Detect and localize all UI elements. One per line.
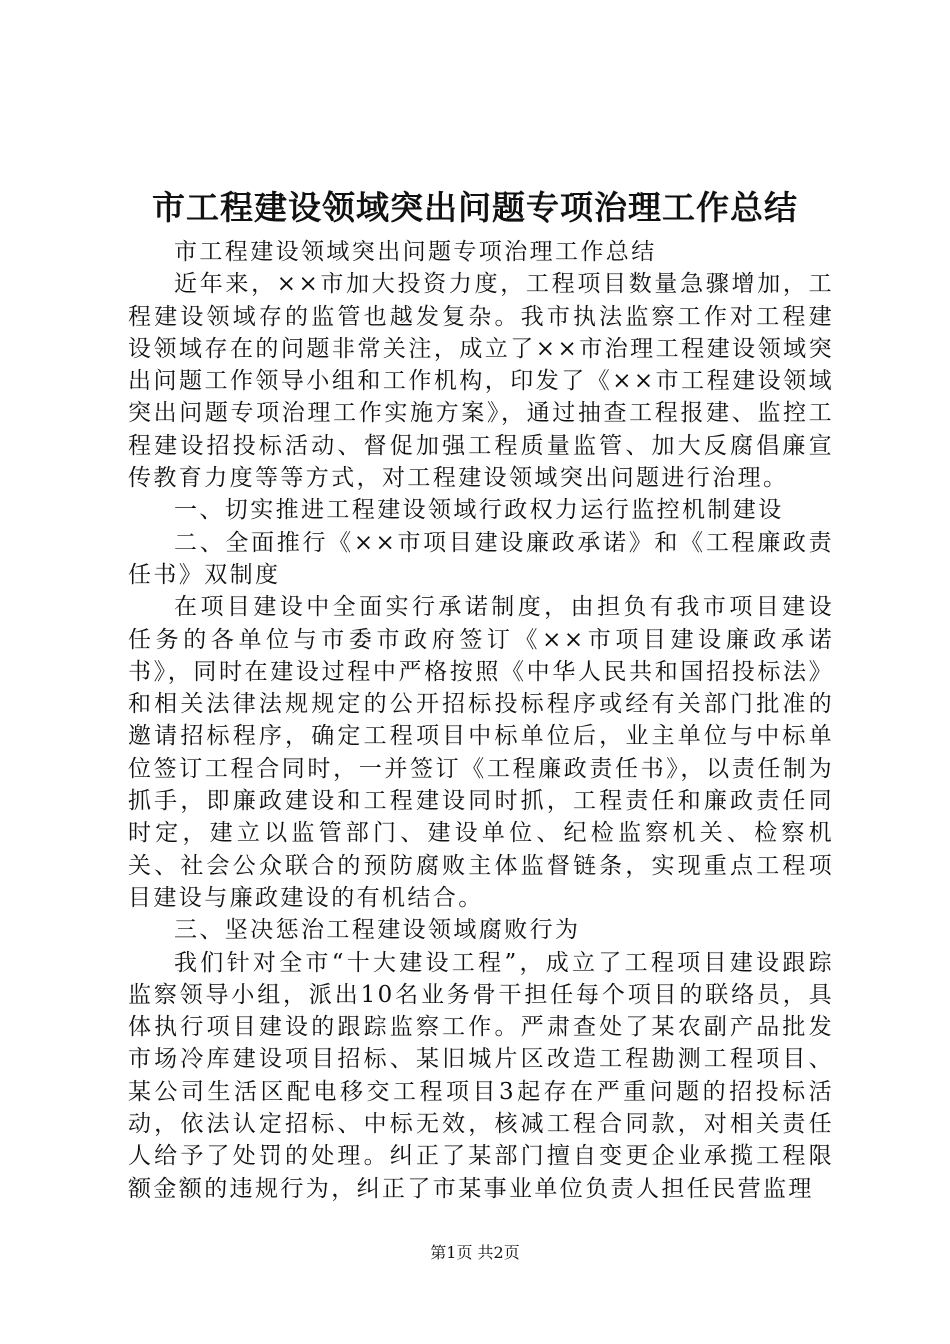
section-heading-3: 三、坚决惩治工程建设领域腐败行为 xyxy=(174,917,581,944)
page-footer: 第1页 共2页 xyxy=(430,1243,520,1262)
subtitle-paragraph: 市工程建设领域突出问题专项治理工作总结 xyxy=(174,239,657,265)
section-2-paragraph: 在项目建设中全面实行承诺制度，由担负有我市项目建设任务的各单位与市委市政府签订《××市项目建设廉政承诺书》，同时在建设过程中严格按照《中华人民共和国招投标法》和相关法律法规规定的公开招标投标程序或经有关部门批准的邀请招标程序，确定工程项目中标单位后，业主单位与中标单位签订工程合同时，一并签订《工程廉政责任书》，以责任制为抓手，即廉政建设和工程建设同时抓，工程责任和廉政责任同时定，建立以监管部门、建设单位、纪检监察机关、检察机关、社会公众联合的预防腐败主体监督链条，实现重点工程项目建设与廉政建设的有机结合。 xyxy=(128,594,834,911)
section-heading-1: 一、切实推进工程建设领域行政权力运行监控机制建设 xyxy=(174,497,784,524)
intro-paragraph: 近年来，××市加大投资力度，工程项目数量急骤增加，工程建设领域存的监管也越发复杂。我市执法监察工作对工程建设领域存在的问题非常关注，成立了××市治理工程建设领域突出问题工作领导小组和工作机构，印发了《××市工程建设领域突出问题专项治理工作实施方案》，通过抽查工程报建、监控工程建设招投标活动、督促加强工程质量监管、加大反腐倡廉宣传教育力度等等方式，对工程建设领域突出问题进行治理。 xyxy=(128,271,834,492)
section-heading-2: 二、全面推行《××市项目建设廉政承诺》和《工程廉政责任书》双制度 xyxy=(128,529,834,588)
document-title: 市工程建设领域突出问题专项治理工作总结 xyxy=(152,188,798,227)
section-3-paragraph: 我们针对全市“十大建设工程”，成立了工程项目建设跟踪监察领导小组，派出10名业务骨干担任每个项目的联络员，具体执行项目建设的跟踪监察工作。严肃查处了某农副产品批发市场冷库建设项目招标、某旧城片区改造工程勘测工程项目、某公司生活区配电移交工程项目3起存在严重问题的招投标活动，依法认定招标、中标无效，核减工程合同款，对相关责任人给予了处罚的处理。纠正了某部门擅自变更企业承揽工程限额金额的违规行为，纠正了市某事业单位负责人担任民营监理 xyxy=(128,949,834,1202)
document-body xyxy=(128,236,834,1205)
